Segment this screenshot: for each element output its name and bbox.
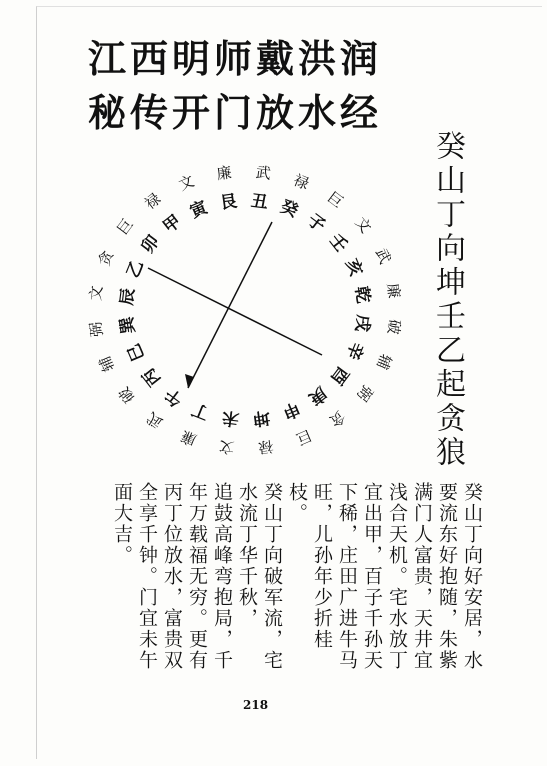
inner-ring-glyph: 艮 [218, 191, 239, 214]
inner-ring-glyph: 壬 [324, 230, 352, 257]
vertical-subtitle: 癸山丁向坤壬乙起贪狼 [430, 130, 465, 470]
inner-ring-glyph: 寅 [187, 197, 211, 223]
outer-ring-glyph: 弼 [353, 381, 377, 405]
outer-ring-glyph: 文 [218, 437, 236, 457]
inner-ring-glyph: 乙 [123, 257, 149, 281]
outer-ring-glyph: 破 [115, 383, 139, 407]
compass-svg [60, 150, 430, 470]
title-line-2: 秘传开门放水经 [87, 91, 382, 135]
outer-ring-glyph: 武 [254, 163, 272, 183]
outer-ring [86, 163, 403, 457]
body-line: 面大吉。 [111, 482, 133, 566]
inner-ring-glyph: 辰 [116, 287, 139, 307]
outer-ring-glyph: 禄 [257, 436, 275, 457]
body-text [52, 482, 484, 682]
page-number: 218 [243, 698, 269, 712]
outer-ring-glyph: 辅 [372, 351, 396, 373]
outer-ring-glyph: 辅 [95, 353, 119, 375]
outer-ring-glyph: 武 [143, 408, 167, 432]
title-line-1: 江西明师戴洪润 [87, 37, 382, 81]
inner-ring-glyph: 午 [161, 383, 187, 410]
body-line: 要流东好抱随，朱紫 [436, 482, 458, 671]
kun-ren-line [148, 268, 322, 355]
inner-ring-glyph: 巽 [117, 315, 140, 335]
inner-ring-glyph: 子 [303, 210, 329, 237]
inner-ring-glyph: 乾 [350, 285, 373, 305]
body-line: 浅合天机。宅水放丁 [386, 482, 408, 671]
compass-diagram [60, 150, 430, 470]
outer-ring-glyph: 文 [351, 213, 375, 237]
body-line: 宜出甲，百子千孙天 [361, 482, 383, 671]
outer-ring-glyph: 巨 [323, 188, 347, 212]
outer-ring-glyph: 弼 [86, 320, 107, 338]
outer-ring-glyph: 武 [371, 245, 395, 267]
inner-ring-glyph: 庚 [304, 382, 331, 409]
outer-ring-glyph: 贪 [94, 247, 118, 269]
inner-ring-glyph: 丙 [138, 363, 166, 390]
gui-ding-axis [188, 222, 272, 388]
inner-ring-glyph: 甲 [159, 211, 186, 238]
body-line: 水流丁华千秋， [236, 482, 258, 629]
body-line: 旺，儿孙年少折桂 [311, 482, 333, 650]
inner-ring-glyph: 辛 [341, 339, 367, 363]
inner-ring-glyph: 亥 [341, 255, 367, 280]
inner-ring-glyph: 巳 [123, 340, 149, 365]
inner-ring-glyph: 酉 [326, 362, 353, 389]
outer-ring-glyph: 贪 [325, 406, 349, 431]
body-line: 全享千钟。门宜未午 [136, 482, 158, 671]
outer-ring-glyph: 文 [175, 171, 197, 195]
body-line: 癸山丁向破军流，宅 [261, 482, 283, 671]
outer-ring-glyph: 巨 [113, 215, 137, 239]
body-line: 追鼓高峰弯抱局，千 [211, 482, 233, 671]
inner-ring-glyph: 坤 [251, 406, 272, 429]
inner-ring-glyph: 戌 [351, 313, 374, 333]
body-line: 下稀，庄田广进牛马 [336, 482, 358, 671]
outer-ring-glyph: 廉 [383, 282, 404, 300]
inner-ring-glyph: 癸 [277, 196, 301, 222]
inner-ring-glyph: 未 [220, 406, 241, 429]
inner-ring [116, 191, 377, 430]
outer-ring-glyph: 禄 [290, 170, 312, 194]
inner-ring-glyph: 申 [279, 397, 303, 423]
inner-ring-glyph: 丑 [249, 191, 270, 214]
inner-ring-glyph: 卯 [137, 231, 164, 258]
body-line: 枝。 [286, 482, 308, 524]
body-line: 年万载福无穷。更有 [186, 482, 208, 671]
outer-ring-glyph: 廉 [215, 163, 233, 184]
outer-ring-glyph: 廉 [178, 426, 200, 450]
outer-ring-glyph: 巨 [293, 425, 315, 449]
outer-ring-glyph: 禄 [141, 189, 165, 214]
body-line: 癸山丁向好安居，水 [461, 482, 483, 671]
outer-ring-glyph: 破 [384, 318, 404, 336]
body-line: 丙丁位放水，富贵双 [161, 482, 183, 671]
inner-ring-glyph: 丁 [189, 398, 213, 424]
outer-ring-glyph: 文 [86, 284, 106, 302]
body-line: 满门人富贵，天井宜 [411, 482, 433, 671]
